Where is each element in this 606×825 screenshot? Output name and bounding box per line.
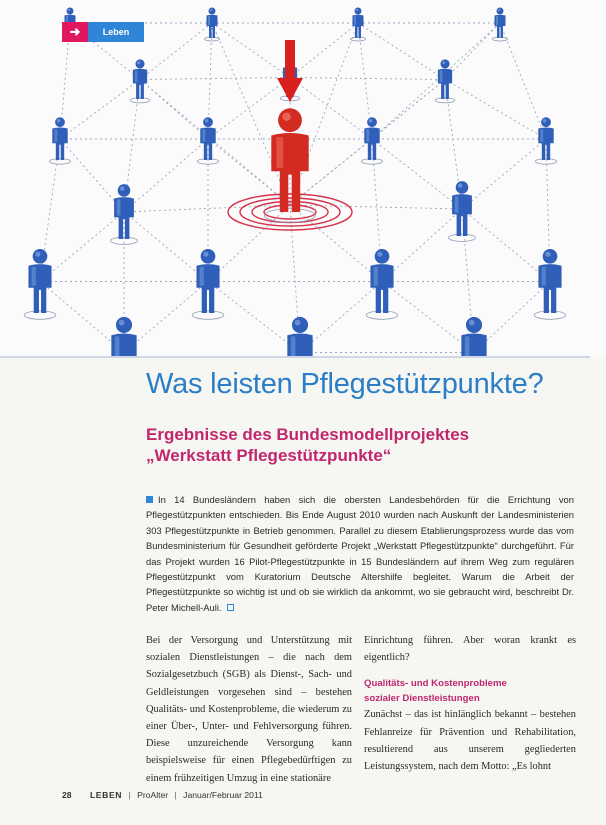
person-figure <box>362 117 383 164</box>
section-heading <box>364 676 576 706</box>
article-lead <box>146 492 574 615</box>
end-square-icon <box>227 604 234 611</box>
arrow-right-icon: ➜ <box>62 22 88 42</box>
body-paragraph: Zunächst – das ist hinlänglich bekannt – bestehen Fehlanreize für Prävention und Rehabilitation, resultierend aus unserem gegliederten Leistungssystem, nach dem Motto: „Es lohnt <box>364 709 576 773</box>
lead-text: In 14 Bundesländern haben sich die obersten Landesbehörden für die Errichtung von Pflegestützpunkten entschieden. Bis Ende August 2010 wurden nach Auskunft der Landesministerien 303 Pflegestützpunkte in Betrieb genommen. Parallel zu diesem Etablierungsprozess wurde das vom Bundesministerium für Gesundheit geförderte Projekt „Werkstatt Pflegestützpunkte“ durchgeführt. Für das Projekt wurden 16 Pilot-Pflegestützpunkte in 15 Bundesländern auf ihrem Weg zum regulären Pflegestützpunkt vom Kuratorium Deutsche Altershilfe begleitet. Warum die Arbeit der Pflegestützpunkte so wichtig ist und ob sie wirklich da ankommt, wo sie gebraucht wird, beschreibt Dr. Peter Michell-Auli. <box>146 494 574 613</box>
body-paragraph: Bei der Versorgung und Unterstützung mit sozialen Dienstleistungen – die nach dem Sozialgesetzbuch (SGB) als Dienst-, Sach- und Geldleistungen vorgesehen sind – bestehen Qualitäts- und Kostenprobleme, die wiederum zu einer Über-, Unter- und Fehlversorgung führen. Diese unzureichende Versorgung kann beispielsweise für einen Pflegebedürftigen zu einem frühzeitigen Umzug in eine stationäre <box>146 635 352 784</box>
person-figure <box>366 249 398 319</box>
person-figure <box>457 317 492 357</box>
page-number: 28 <box>62 790 72 800</box>
person-figure <box>536 117 557 164</box>
footer-separator: | <box>128 790 131 800</box>
hero-divider <box>0 356 590 358</box>
person-figure <box>493 8 508 42</box>
page-footer <box>62 790 263 800</box>
publication-name: ProAlter <box>137 790 169 800</box>
person-figure <box>192 249 224 319</box>
person-figure <box>24 249 56 319</box>
footer-separator: | <box>174 790 177 800</box>
body-column-2 <box>364 632 576 775</box>
body-paragraph: Einrichtung führen. Aber woran krankt es eigentlich? <box>364 635 576 664</box>
subtitle-line-2: „Werkstatt Pflegestützpunkte“ <box>146 446 392 465</box>
section-heading-line-1: Qualitäts- und Kostenprobleme <box>364 678 507 690</box>
person-figure <box>205 8 220 42</box>
issue-date: Januar/Februar 2011 <box>183 790 263 800</box>
person-figure <box>130 59 150 103</box>
person-figure <box>435 59 455 103</box>
person-figure <box>111 184 138 244</box>
person-figure <box>50 117 71 164</box>
down-arrow-icon <box>277 40 303 102</box>
person-figure <box>351 8 366 42</box>
section-tag[interactable] <box>62 22 144 42</box>
article-title: Was leisten Pflegestützpunkte? <box>146 368 544 400</box>
lead-square-icon <box>146 496 153 503</box>
network-figures-graphic <box>0 0 606 357</box>
person-figure <box>449 181 476 241</box>
hero-illustration <box>0 0 606 357</box>
subtitle-line-1: Ergebnisse des Bundesmodellprojektes <box>146 425 470 444</box>
article-subtitle <box>146 424 566 466</box>
section-tag-label: Leben <box>88 22 144 42</box>
magazine-name: LEBEN <box>89 790 123 800</box>
person-figure <box>534 249 566 319</box>
person-figure <box>283 317 318 357</box>
person-figure <box>107 317 142 357</box>
person-figure <box>198 117 219 164</box>
body-column-1 <box>146 632 352 787</box>
section-heading-line-2: sozialer Dienstleistungen <box>364 693 480 705</box>
